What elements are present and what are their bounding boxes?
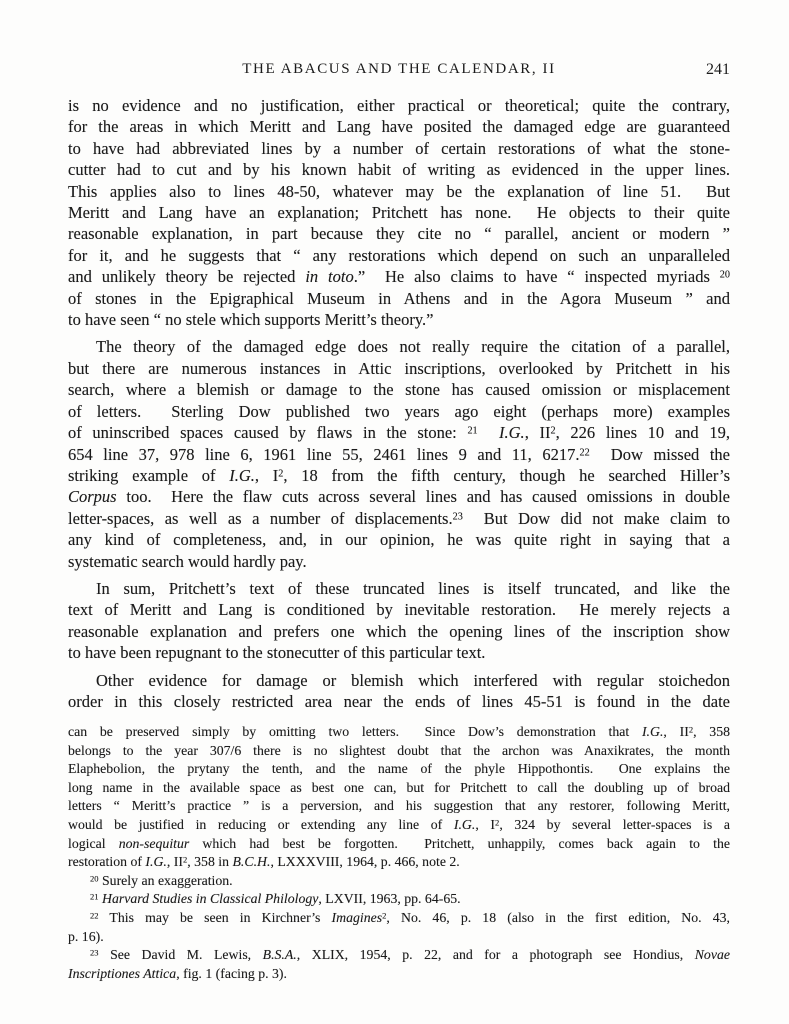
text-line: Elaphebolion, the prytany the tenth, and the name of the phyle Hippothontis. One explains the	[68, 761, 730, 777]
text-line: 654 line 37, 978 line 6, 1961 line 55, 2461 lines 9 and 11, 6217.22 Dow missed the	[68, 444, 730, 464]
footnote-paragraph	[68, 872, 730, 891]
text-line: $^{21}$ Harvard Studies in Classical Philology, LXVII, 1963, pp. 64-65.	[90, 891, 461, 907]
text-line: belongs to the year 307/6 there is no slightest doubt that the archon was Anaxikrates, the month	[68, 742, 730, 758]
text-line: text of Meritt and Lang is conditioned by inevitable restoration. He merely rejects a	[68, 600, 730, 620]
text-line: would be justified in reducing or extending any line of I.G., $I^2$, 324 by several letter-spaces is a	[68, 816, 731, 832]
text-line: of uninscribed spaces caused by flaws in the stone: $^{21}$ I.G., $II^2$, 226 lines 10 and 19,	[68, 423, 730, 443]
text-line: striking example of I.G., $I^2$, 18 from the fifth century, though he searched Hiller’s	[68, 465, 730, 485]
text-line: for the areas in which Meritt and Lang have posited the damaged edge are guaranteed	[68, 117, 730, 137]
text-line: The theory of the damaged edge does not really require the citation of a parallel,	[96, 337, 730, 357]
text-line: order in this closely restricted area near the ends of lines 45-51 is found in the date	[68, 691, 730, 711]
text-line: for it, and he suggests that “ any restorations which depend on such an unparalleled	[68, 245, 730, 265]
text-line: letters “ Meritt’s practice ” is a perversion, and his suggestion that any restorer, following Meritt,	[68, 798, 730, 814]
text-line: reasonable explanation and prefers one which the opening lines of the inscription show	[68, 621, 730, 641]
footnote-paragraph	[68, 723, 730, 872]
text-line: of stones in the Epigraphical Museum in Athens and in the Agora Museum ” and	[68, 288, 730, 308]
text-line: systematic search would hardly pay.	[68, 551, 307, 571]
body-paragraph	[68, 670, 730, 713]
text-line: search, where a blemish or damage to the stone has caused omission or misplacement	[68, 380, 730, 400]
body-paragraph	[68, 336, 730, 571]
text-line: $^{23}$ See David M. Lewis, B.S.A., XLIX, 1954, p. 22, and for a photograph see Hondius, Novae	[90, 947, 730, 963]
text-line: Inscriptiones Attica, fig. 1 (facing p. 3).	[68, 965, 287, 981]
footnote-paragraph	[68, 946, 730, 983]
text-line: to have been repugnant to the stonecutter of this particular text.	[68, 643, 486, 663]
page-title: THE ABACUS AND THE CALENDAR, II	[242, 61, 556, 77]
text-line: letter-spaces, as well as a number of displacements.$^{23}$ But Dow did not make claim to	[68, 508, 730, 528]
text-line: cutter had to cut and by his known habit of writing as evidenced in the upper lines.	[68, 160, 730, 180]
footnote-paragraph	[68, 890, 730, 909]
running-head	[68, 61, 730, 81]
text-line: restoration of I.G., $II^2$, 358 in B.C.H., LXXXVIII, 1964, p. 466, note 2.	[68, 854, 460, 870]
text-line: but there are numerous instances in Attic inscriptions, overlooked by Pritchett in his	[68, 358, 730, 378]
text-line: logical non-sequitur which had best be forgotten. Pritchett, unhappily, comes back again to the	[68, 835, 730, 851]
body-paragraph	[68, 578, 730, 664]
text-line: long name in the available space as best one can, but for Pritchett to call the doubling up of broad	[68, 779, 730, 795]
footnote-paragraph	[68, 909, 730, 946]
text-line: $^{20}$ Surely an exaggeration.	[90, 872, 233, 888]
text-line: In sum, Pritchett’s text of these truncated lines is itself truncated, and like the	[96, 578, 730, 598]
text-line: any kind of completeness, and, in our opinion, he was quite right in saying that a	[68, 530, 730, 550]
text-line: and unlikely theory be rejected in toto.” He also claims to have “ inspected myriads $^{20}$	[68, 267, 730, 287]
text-line: reasonable explanation, in part because they cite no “ parallel, ancient or modern ”	[68, 224, 730, 244]
text-line: to have seen “ no stele which supports Meritt’s theory.”	[68, 310, 434, 330]
text-line: $^{22}$ This may be seen in Kirchner’s Imagines$^2$, No. 46, p. 18 (also in the first edition, No. 43,	[90, 909, 730, 925]
text-line: Corpus too. Here the flaw cuts across several lines and has caused omissions in double	[68, 487, 730, 507]
text-line: can be preserved simply by omitting two letters. Since Dow’s demonstration that I.G., $II^2$, 358	[68, 724, 730, 739]
text-line: is no evidence and no justification, either practical or theoretical; quite the contrary,	[68, 96, 730, 115]
body-paragraph	[68, 95, 730, 330]
text-line: p. 16).	[68, 928, 104, 944]
body-text	[68, 95, 730, 712]
text-line: Meritt and Lang have an explanation; Pritchett has none. He objects to their quite	[68, 203, 730, 223]
footnotes	[68, 723, 730, 983]
text-line: to have had abbreviated lines by a number of certain restorations of what the stone-	[68, 138, 730, 158]
text-line: of letters. Sterling Dow published two years ago eight (perhaps more) examples	[68, 401, 730, 421]
text-line: Other evidence for damage or blemish which interfered with regular stoichedon	[96, 670, 730, 690]
page-number: 241	[706, 61, 730, 78]
text-line: This applies also to lines 48-50, whatever may be the explanation of line 51. But	[68, 181, 730, 201]
